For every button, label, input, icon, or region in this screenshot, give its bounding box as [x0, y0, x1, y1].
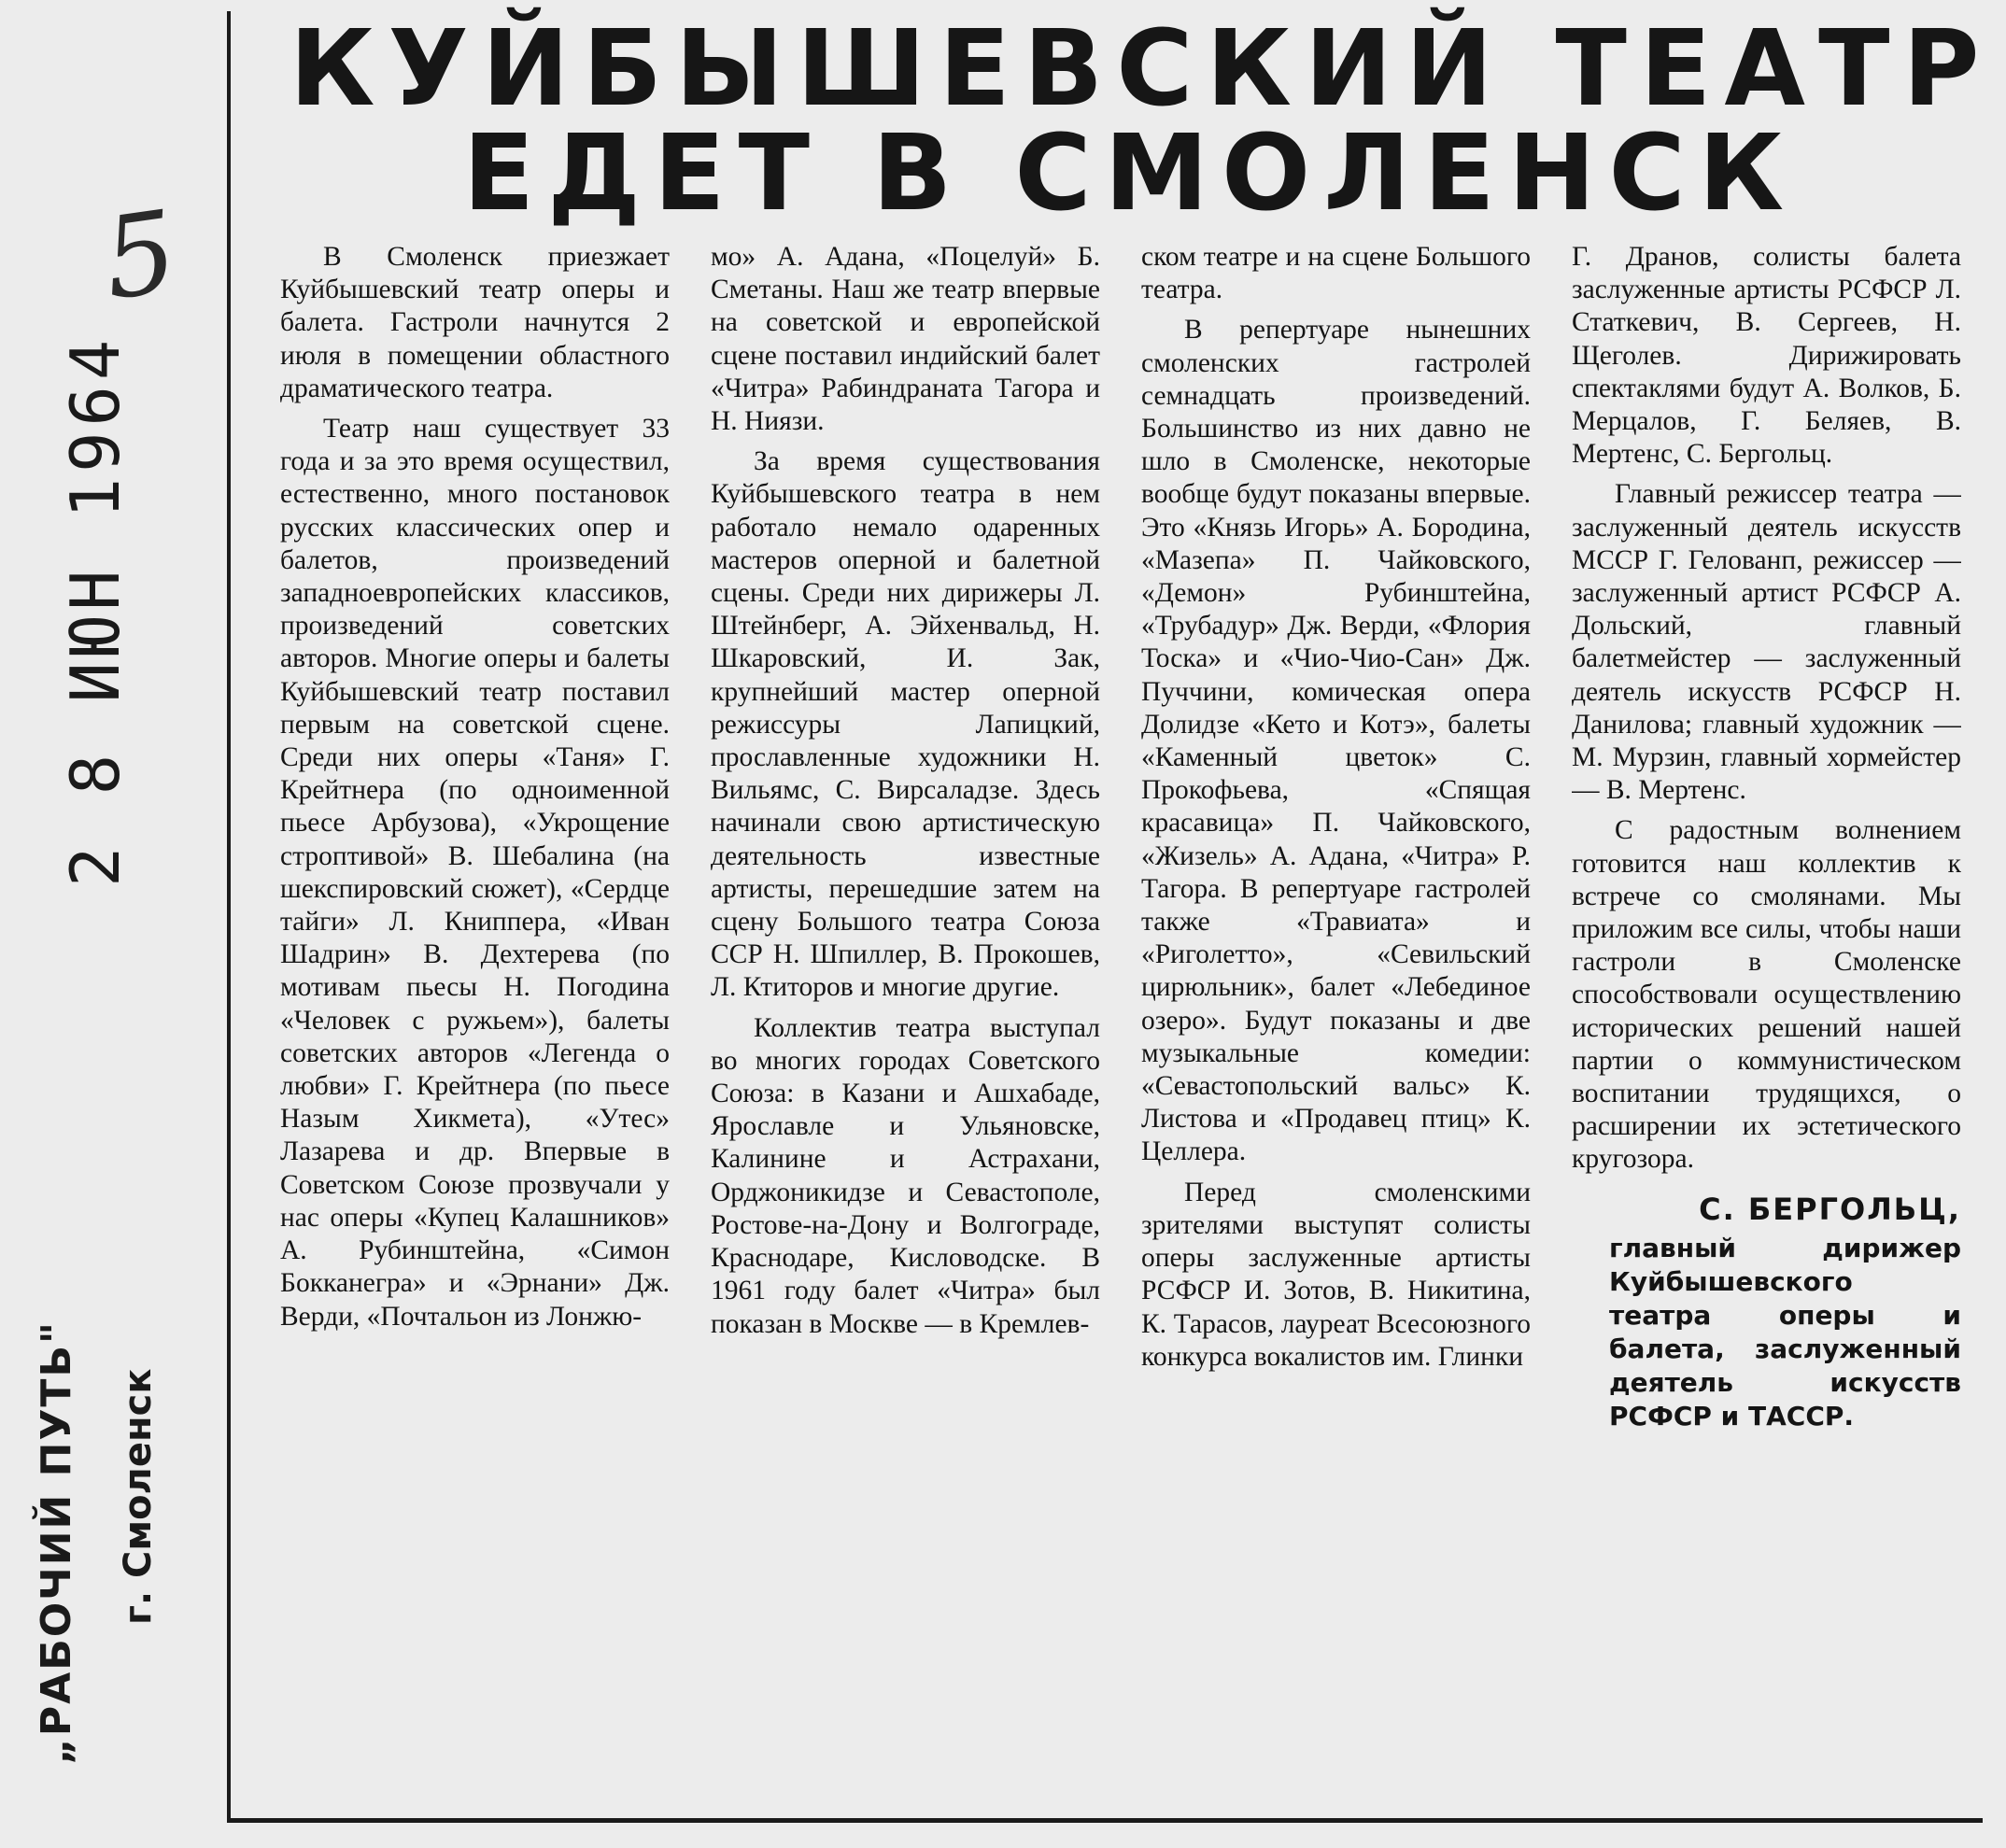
paragraph: ском театре и на сцене Большого театра. — [1141, 242, 1531, 305]
article-headline — [290, 8, 1993, 234]
paragraph: В Смоленск приезжает Куйбышевский театр оперы и балета. Гастроли начнутся 2 июля в помещении областного драматического театра. — [280, 242, 670, 403]
text-column-2 — [711, 241, 1100, 1791]
paragraph: Г. Дранов, солисты балета заслуженные артисты РСФСР Л. Статкевич, В. Сергеев, Н. Щеголев. Дирижировать спектаклями будут А. Волков, Б. Мерцалов, Г. Беляев, В. Мертенс, С. Бергольц. — [1572, 242, 1961, 470]
newspaper-name: „РАБОЧИЙ ПУТЬ" — [33, 1320, 80, 1765]
author-signature — [1572, 1193, 1961, 1433]
text-column-4 — [1572, 241, 1961, 1791]
date-stamp: 2 8 ИЮН 1964 — [56, 333, 134, 887]
paragraph: За время существования Куйбышевского театра в нем работало немало одаренных мастеров оперной и балетной сцены. Среди них дирижеры Л. Штейнберг, А. Эйхенвальд, Н. Шкаровский, И. Зак, крупнейший мастер оперной режиссуры Лапицкий, прославленные художники Н. Вильямс, С. Вирсаладзе. Здесь начинали свою артистическую деятельность известные артисты, перешедшие затем на сцену Большого театра Союза ССР Н. Шпиллер, В. Прокошев, Л. Ктиторов и многие другие. — [711, 446, 1100, 1003]
author-name: С. БЕРГОЛЬЦ, — [1699, 1191, 1961, 1227]
paragraph: В репертуаре нынешних смоленских гастролей семнадцать произведений. Большинство из них давно не шло в Смоленске, некоторые вообще будут показаны впервые. Это «Князь Игорь» А. Бородина, «Мазепа» П. Чайковского, «Демон» Рубинштейна, «Трубадур» Дж. Верди, «Флория Тоска» и «Чио-Чио-Сан» Дж. Пуччини, комическая опера Долидзе «Кето и Котэ», балеты «Каменный цветок» С. Прокофьева, «Спящая красавица» П. Чайковского, «Жизель» А. Адана, «Читра» Р. Тагора. В репертуаре гастролей также «Травиата» и «Риголетто», «Севильский цирюльник», балет «Лебединое озеро». Будут показаны и две музыкальные комедии: «Севастопольский вальс» К. Листова и «Продавец птиц» К. Целлера. — [1141, 315, 1531, 1167]
author-title: главный дирижер Куйбышевского театра оперы и балета, заслуженный деятель искусств РСФСР и ТАССР. — [1609, 1232, 1961, 1432]
handwritten-mark: 5 — [95, 187, 185, 326]
headline-line-2: ЕДЕТ В СМОЛЕНСК — [462, 113, 1798, 234]
paragraph: Главный режиссер театра — заслуженный деятель искусств МССР Г. Гелованп, режиссер — заслуженный артист РСФСР А. Дольский, главный балетмейстер — заслуженный деятель искусств РСФСР Н. Данилова; главный художник — М. Мурзин, главный хормейстер — В. Мертенс. — [1572, 479, 1961, 806]
article-body — [280, 241, 1961, 1791]
paragraph: Перед смоленскими зрителями выступят солисты оперы заслуженные артисты РСФСР И. Зотов, В. Никитина, К. Тарасов, лауреат Всесоюзного конкурса вокалистов им. Глинки — [1141, 1177, 1531, 1372]
paragraph: Театр наш существует 33 года и за это время осуществил, естественно, много постановок русских классических опер и балетов, произведений западноевропейских классиков, произведений советских авторов. Многие оперы и балеты Куйбышевский театр поставил первым на советской сцене. Среди них оперы «Таня» Г. Крейтнера (по одноименной пьесе Арбузова), «Укрощение строптивой» В. Шебалина (на шекспировский сюжет), «Сердце тайги» Л. Книппера, «Иван Шадрин» В. Дехтерева (по мотивам пьесы Н. Погодина «Человек с ружьем»), балеты советских авторов «Легенда о любви» Г. Крейтнера (по пьесе Назым Хикмета), «Утес» Лазарева и др. Впервые в Советском Союзе прозвучали у нас оперы «Купец Калашников» А. Рубинштейна, «Симон Бокканегра» и «Эрнани» Дж. Верди, «Почтальон из Лонжю- — [280, 414, 670, 1332]
paragraph: С радостным волнением готовится наш коллектив к встрече со смолянами. Мы приложим все силы, чтобы наши гастроли в Смоленске способствовали осуществлению исторических решений нашей партии о коммунистическом воспитании трудящихся, о расширении их эстетического кругозора. — [1572, 815, 1961, 1175]
text-column-1 — [280, 241, 670, 1791]
paragraph: мо» А. Адана, «Поцелуй» Б. Сметаны. Наш же театр впервые на советской и европейской сцене поставил индийский балет «Читра» Рабиндраната Тагора и Н. Ниязи. — [711, 242, 1100, 437]
headline-line-1: КУЙБЫШЕВСКИЙ ТЕАТР — [290, 8, 1993, 130]
newspaper-city: г. Смоленск — [117, 1368, 160, 1625]
text-column-3 — [1141, 241, 1531, 1791]
paragraph: Коллектив театра выступал во многих городах Советского Союза: в Казани и Ашхабаде, Ярославле и Ульяновске, Калинине и Астрахани, Орджоникидзе и Севастополе, Ростове-на-Дону и Волгограде, Краснодаре, Кисловодске. В 1961 году балет «Читра» был показан в Москве — в Кремлев- — [711, 1012, 1100, 1339]
